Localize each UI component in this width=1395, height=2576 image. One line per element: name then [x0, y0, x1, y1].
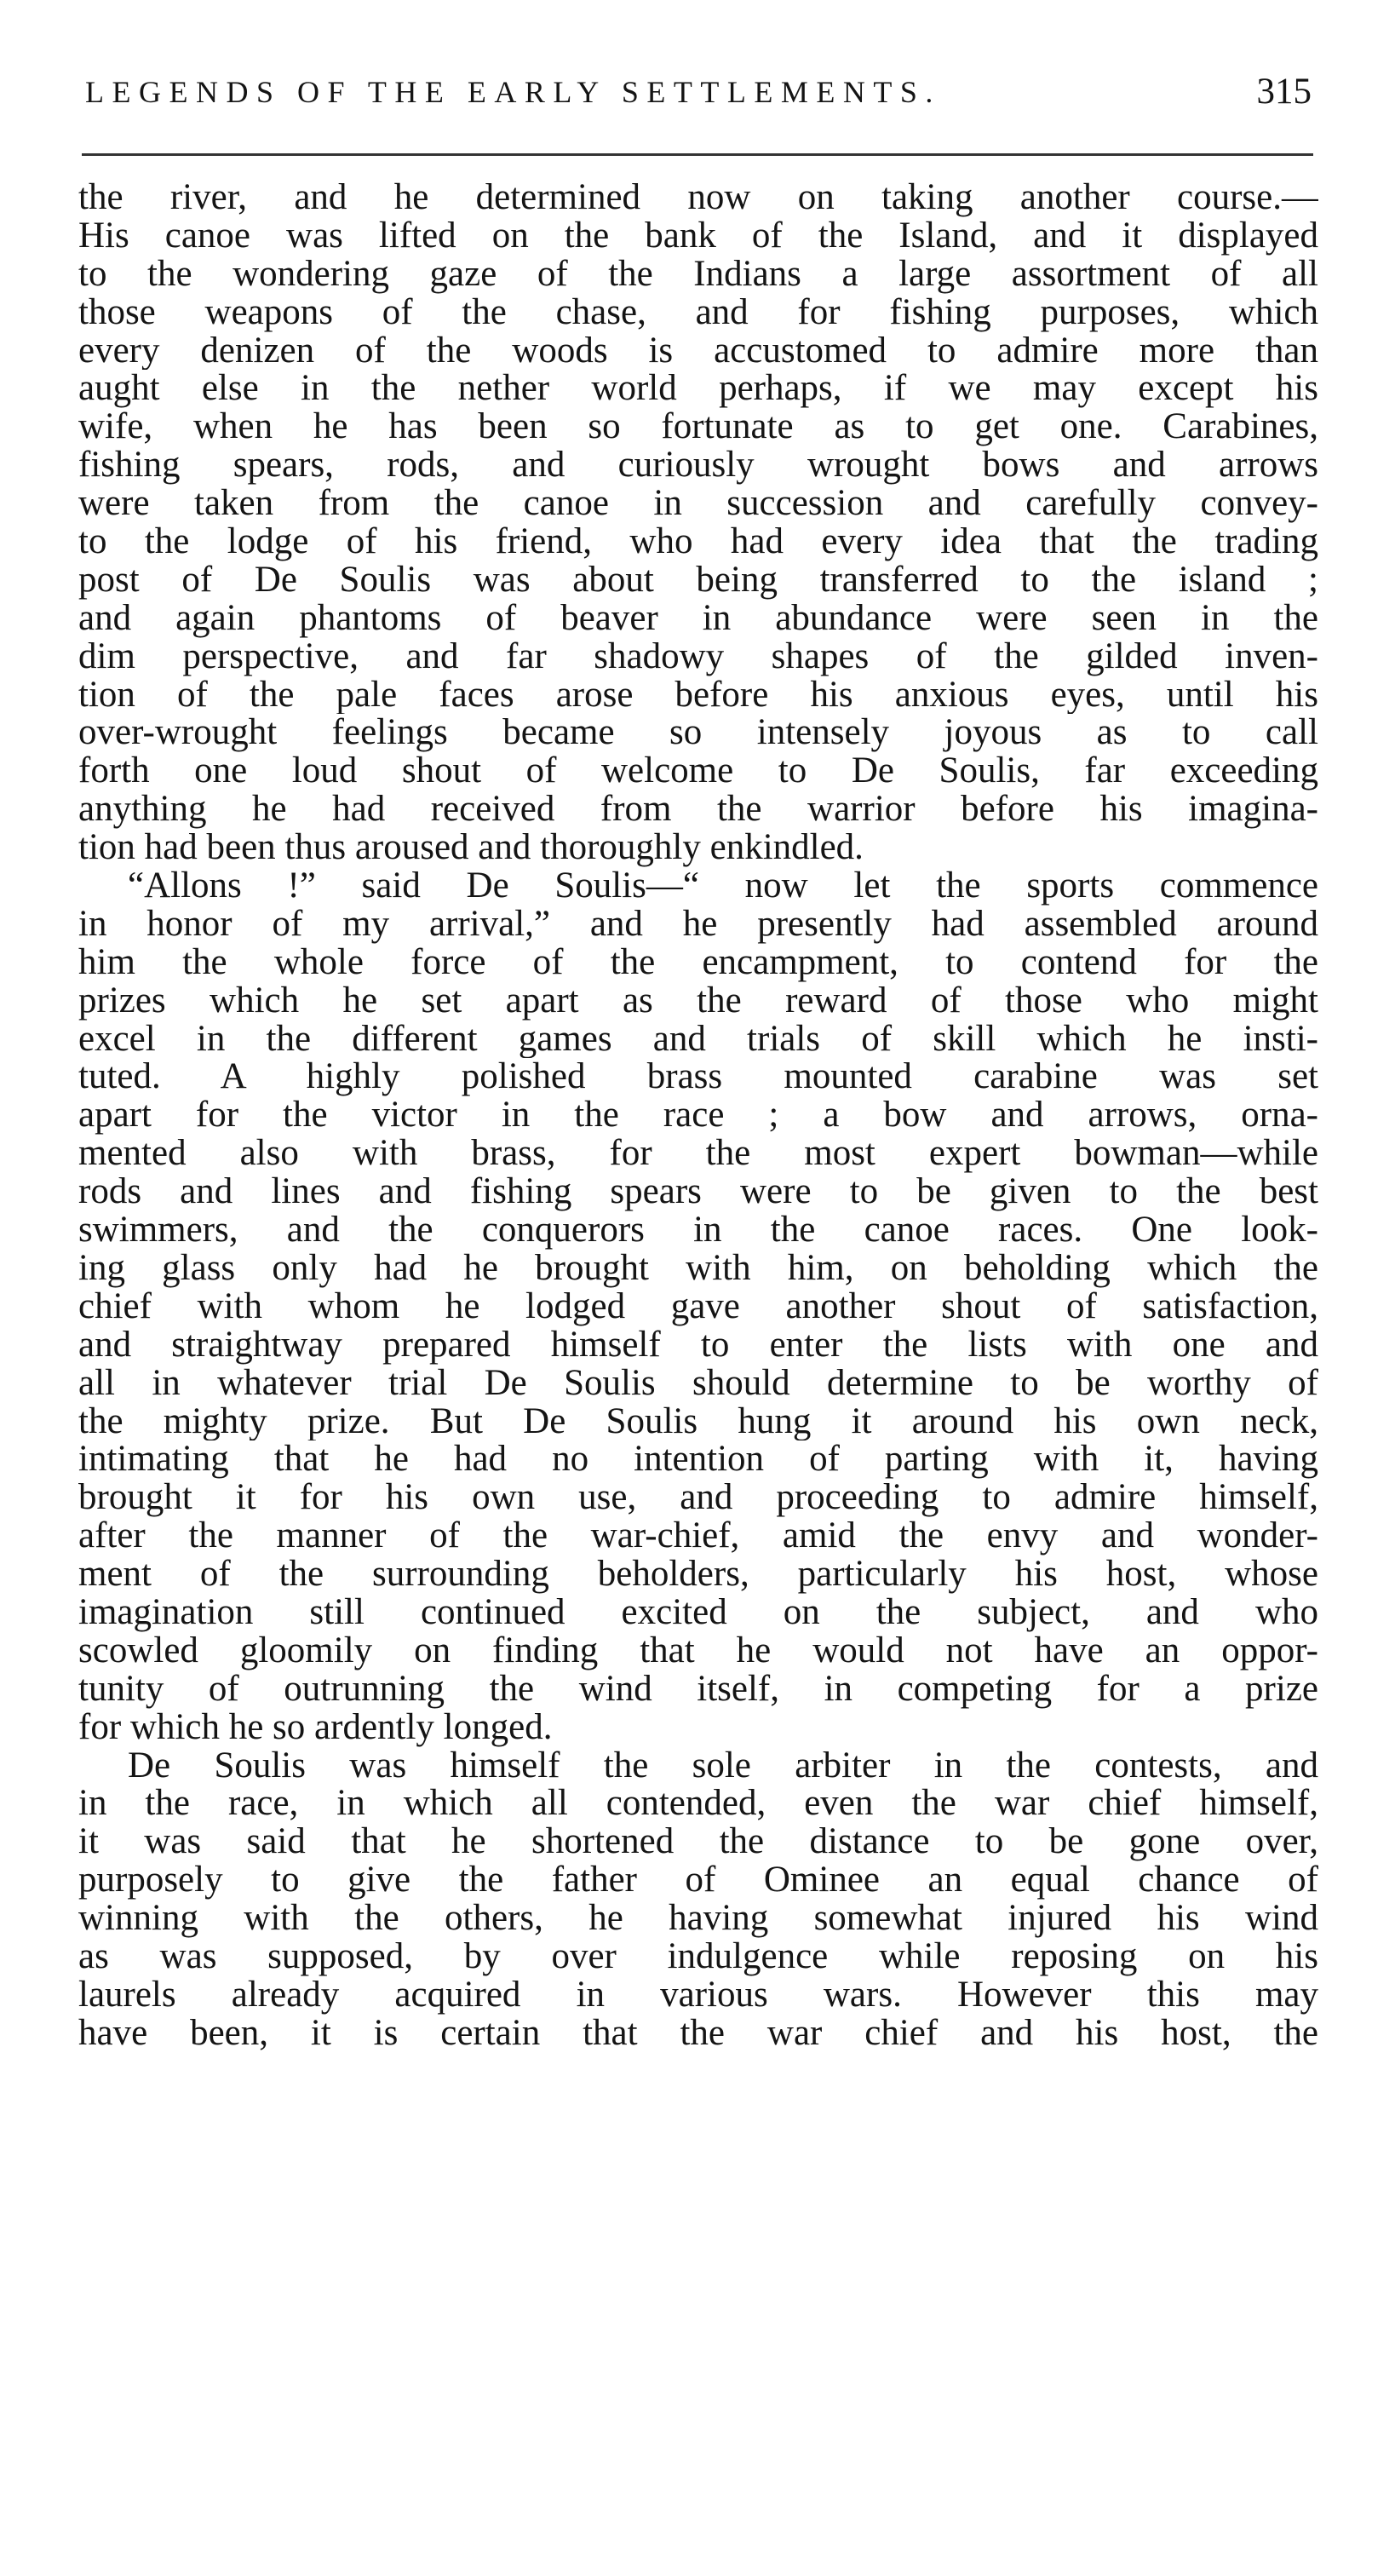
- text-line: dim perspective, and far shadowy shapes of the gilded inven-: [78, 637, 1318, 676]
- text-line: excel in the different games and trials of skill which he insti-: [78, 1020, 1318, 1059]
- text-line: laurels already acquired in various wars. However this may: [78, 1975, 1318, 2015]
- text-line: His canoe was lifted on the bank of the Island, and it displayed: [78, 216, 1318, 256]
- text-line: all in whatever trial De Soulis should determine to be worthy of: [78, 1364, 1318, 1403]
- text-line: were taken from the canoe in succession and carefully convey-: [78, 485, 1318, 524]
- text-line: it was said that he shortened the distance to be gone over,: [78, 1823, 1318, 1862]
- text-line: tuted. A highly polished brass mounted carabine was set: [78, 1058, 1318, 1097]
- text-line: ment of the surrounding beholders, particularly his host, whose: [78, 1555, 1318, 1594]
- text-line: chief with whom he lodged gave another shout of satisfaction,: [78, 1287, 1318, 1326]
- text-line: fishing spears, rods, and curiously wrought bows and arrows: [78, 446, 1318, 486]
- text-line: anything he had received from the warrior before his imagina-: [78, 791, 1318, 830]
- text-line: prizes which he set apart as the reward of those who might: [78, 981, 1318, 1021]
- text-line: intimating that he had no intention of parting with it, having: [78, 1440, 1318, 1480]
- text-line: and again phantoms of beaver in abundance were seen in the: [78, 599, 1318, 638]
- text-line: imagination still continued excited on the subject, and who: [78, 1593, 1318, 1632]
- text-line: every denizen of the woods is accustomed to admire more than: [78, 331, 1318, 371]
- text-line: De Soulis was himself the sole arbiter in the contests, and: [128, 1746, 1318, 1785]
- text-line: wife, when he has been so fortunate as to get one. Carabines,: [78, 408, 1318, 447]
- text-line: post of De Soulis was about being transferred to the island ;: [78, 561, 1318, 600]
- text-line: him the whole force of the encampment, to contend for the: [78, 943, 1318, 982]
- text-line: winning with the others, he having somewhat injured his wind: [78, 1900, 1318, 1938]
- text-line: “Allons !” said De Soulis—“ now let the sports commence: [128, 867, 1318, 906]
- text-line: the mighty prize. But De Soulis hung it around his own neck,: [78, 1402, 1318, 1441]
- text-line: those weapons of the chase, and for fishing purposes, which: [78, 293, 1318, 332]
- text-line: brought it for his own use, and proceeding to admire himself,: [78, 1479, 1318, 1518]
- text-line: the river, and he determined now on taking another course.—: [78, 179, 1318, 217]
- page-number: 315: [1256, 72, 1312, 112]
- text-line: purposely to give the father of Ominee an equal chance of: [78, 1861, 1318, 1900]
- text-line: as was supposed, by over indulgence while reposing on his: [78, 1937, 1318, 1976]
- text-line: for which he so ardently longed.: [78, 1708, 553, 1747]
- body-text: [78, 179, 1318, 2053]
- text-line: tion had been thus aroused and thoroughly enkindled.: [78, 829, 864, 868]
- text-line: to the lodge of his friend, who had every idea that the trading: [78, 523, 1318, 561]
- header-rule: [82, 153, 1313, 156]
- text-line: mented also with brass, for the most expert bowman—while: [78, 1135, 1318, 1174]
- text-line: to the wondering gaze of the Indians a large assortment of all: [78, 255, 1318, 294]
- text-line: forth one loud shout of welcome to De Soulis, far exceeding: [78, 752, 1318, 791]
- running-head: [85, 66, 1312, 118]
- text-line: tunity of outrunning the wind itself, in competing for a prize: [78, 1670, 1318, 1709]
- text-line: have been, it is certain that the war chief and his host, the: [78, 2014, 1318, 2053]
- text-line: swimmers, and the conquerors in the canoe races. One look-: [78, 1211, 1318, 1250]
- text-line: ing glass only had he brought with him, on beholding which the: [78, 1249, 1318, 1288]
- text-line: in honor of my arrival,” and he presently had assembled around: [78, 905, 1318, 944]
- text-line: scowled gloomily on finding that he would not have an oppor-: [78, 1631, 1318, 1670]
- text-line: rods and lines and fishing spears were to be given to the best: [78, 1173, 1318, 1212]
- text-line: apart for the victor in the race ; a bow and arrows, orna-: [78, 1096, 1318, 1136]
- text-line: aught else in the nether world perhaps, if we may except his: [78, 370, 1318, 409]
- text-line: over-wrought feelings became so intensely joyous as to call: [78, 714, 1318, 753]
- text-line: and straightway prepared himself to enter the lists with one and: [78, 1325, 1318, 1365]
- text-line: tion of the pale faces arose before his anxious eyes, until his: [78, 676, 1318, 715]
- running-title: LEGENDS OF THE EARLY SETTLEMENTS.: [85, 75, 941, 109]
- text-line: in the race, in which all contended, even the war chief himself,: [78, 1785, 1318, 1824]
- text-line: after the manner of the war-chief, amid the envy and wonder-: [78, 1517, 1318, 1556]
